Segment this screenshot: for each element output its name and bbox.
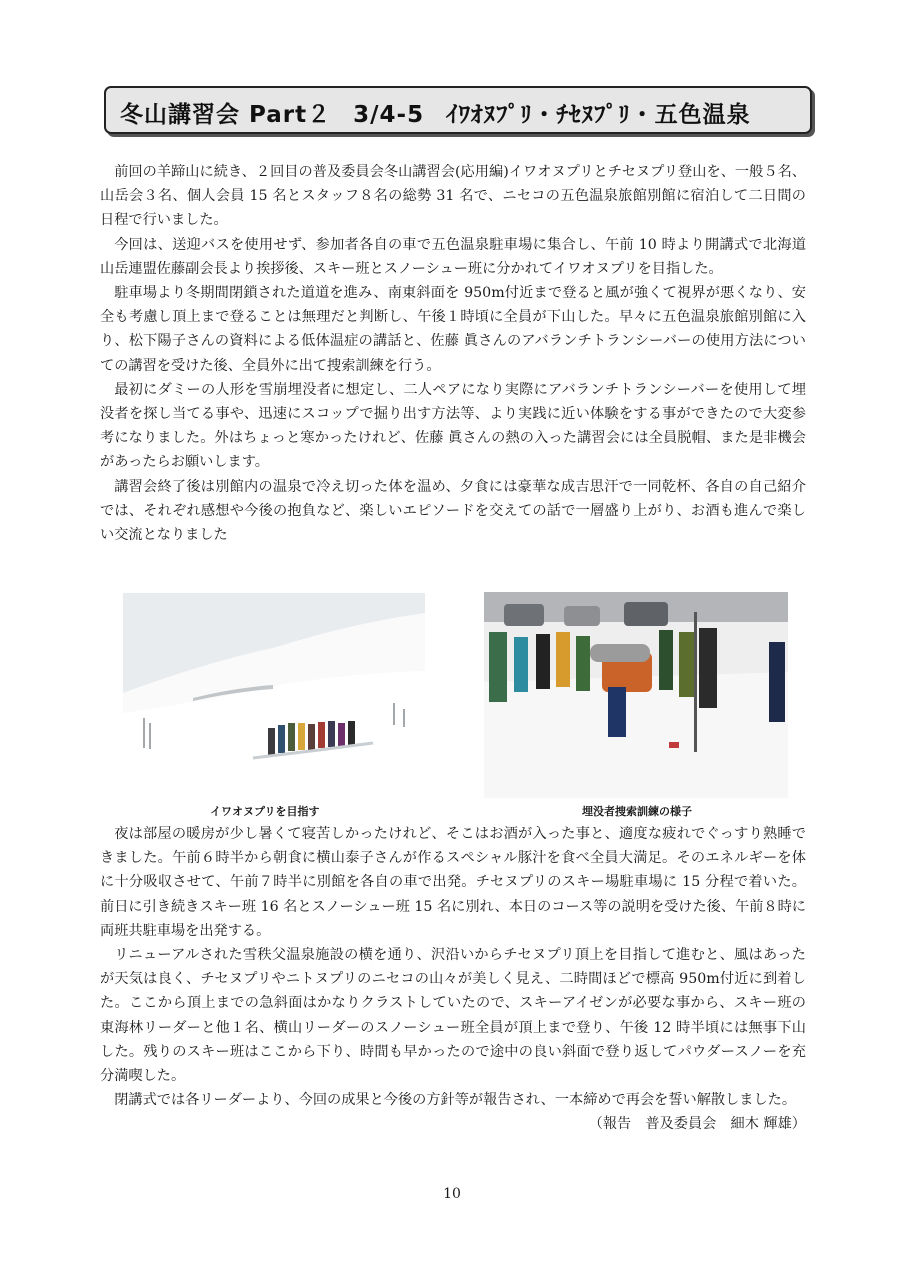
title-box — [104, 86, 812, 134]
title-main: 冬山講習会 Part２ — [120, 102, 332, 128]
paragraph-closing — [100, 1088, 806, 1133]
article-body-top — [100, 160, 806, 547]
article-body-bottom — [100, 822, 806, 1137]
paragraph: 夜は部屋の暖房が少し暑くて寝苦しかったけれど、そこはお酒が入った事と、適度な疲れでぐっすり熟睡できました。午前６時半から朝食に横山泰子さんが作るスペシャル豚汁を食べ全員大満足。そのエネルギーを体に十分吸収させて、午前７時半に別館を各自の車で出発。チセヌプリのスキー場駐車場に 15 分程で着いた。前日に引き続きスキー班 16 名とスノーシュー班 15 名に別れ、本日のコース等の説明を受けた後、午前８時に両班共駐車場を出発する。 — [100, 826, 806, 939]
paragraph: リニューアルされた雪秩父温泉施設の横を通り、沢沿いからチセヌプリ頂上を目指して進むと、風はあったが天気は良く、チセヌプリやニトヌプリのニセコの山々が美しく見え、二時間ほどで標高 950m付近に到着した。ここから頂上までの急斜面はかなりクラストしていたので、スキーアイゼンが必要な事から、スキー班の東海林リーダーと他１名、横山リーダーのスノーシュー班全員が頂上まで登り、午後 12 時半頃には無事下山した。残りのスキー班はここから下り、時間も早かったので途中の良い斜面で登り返してパウダースノーを充分満喫した。 — [100, 947, 806, 1085]
paragraph: 最初にダミーの人形を雪崩埋没者に想定し、二人ペアになり実際にアバランチトランシーバーを使用して埋没者を探し当てる事や、迅速にスコップで掘り出す方法等、より実践に近い体験をする事ができたので大変参考になりました。外はちょっと寒かったけれど、佐藤 眞さんの熱の入った講習会には全員脱帽、また是非機会があったらお願いします。 — [100, 381, 806, 471]
paragraph: 今回は、送迎バスを使用せず、参加者各自の車で五色温泉駐車場に集合し、午前 10 時より開講式で北海道山岳連盟佐藤副会長より挨拶後、スキー班とスノーシュー班に分かれてイワオヌプリを目指した。 — [100, 236, 806, 277]
paragraph: 駐車場より冬期間閉鎖された道道を進み、南東斜面を 950m付近まで登ると風が強くて視界が悪くなり、安全も考慮し頂上まで登ることは無理だと判断し、午後１時頃に全員が下山した。早々に五色温泉旅館別館に入り、松下陽子さんの資料による低体温症の講話と、佐藤 眞さんのアバランチトランシーバーの使用方法についての講習を受けた後、全員外に出て捜索訓練を行う。 — [100, 285, 806, 374]
photo-hikers-on-slope — [123, 593, 425, 795]
photo-caption-left: イワオヌプリを目指す — [210, 805, 320, 818]
paragraph: 講習会終了後は別館内の温泉で冷え切った体を温め、夕食には豪華な成吉思汗で一同乾杯、各自の自己紹介では、それぞれ感想や今後の抱負など、楽しいエピソードを交えての話で一層盛り上がり、お酒も進んで楽しい交流となりました — [100, 478, 806, 544]
page-title — [120, 96, 773, 129]
photo-search-training — [484, 592, 788, 798]
closing-text: 閉講式では各リーダーより、今回の成果と今後の方針等が報告され、一本締めで再会を誓い解散しました。 — [114, 1092, 797, 1109]
page-number: 10 — [443, 1186, 461, 1202]
paragraph: 前回の羊蹄山に続き、２回目の普及委員会冬山講習会(応用編)イワオヌプリとチセヌプリ登山を、一般５名、山岳会３名、個人会員 15 名とスタッフ８名の総勢 31 名で、ニセコの五色温泉旅館別館に宿泊して二日間の日程で行いました。 — [100, 164, 806, 229]
hikers-illustration — [123, 593, 425, 795]
photo-caption-right: 埋没者捜索訓練の様子 — [582, 805, 692, 818]
title-places: ｲﾜｵﾇﾌﾟﾘ・ﾁｾﾇﾌﾟﾘ・五色温泉 — [446, 102, 751, 128]
training-illustration — [484, 592, 788, 798]
title-dates: 3/4-5 — [353, 102, 425, 128]
report-credit: （報告 普及委員会 細木 輝雄） — [588, 1116, 806, 1133]
